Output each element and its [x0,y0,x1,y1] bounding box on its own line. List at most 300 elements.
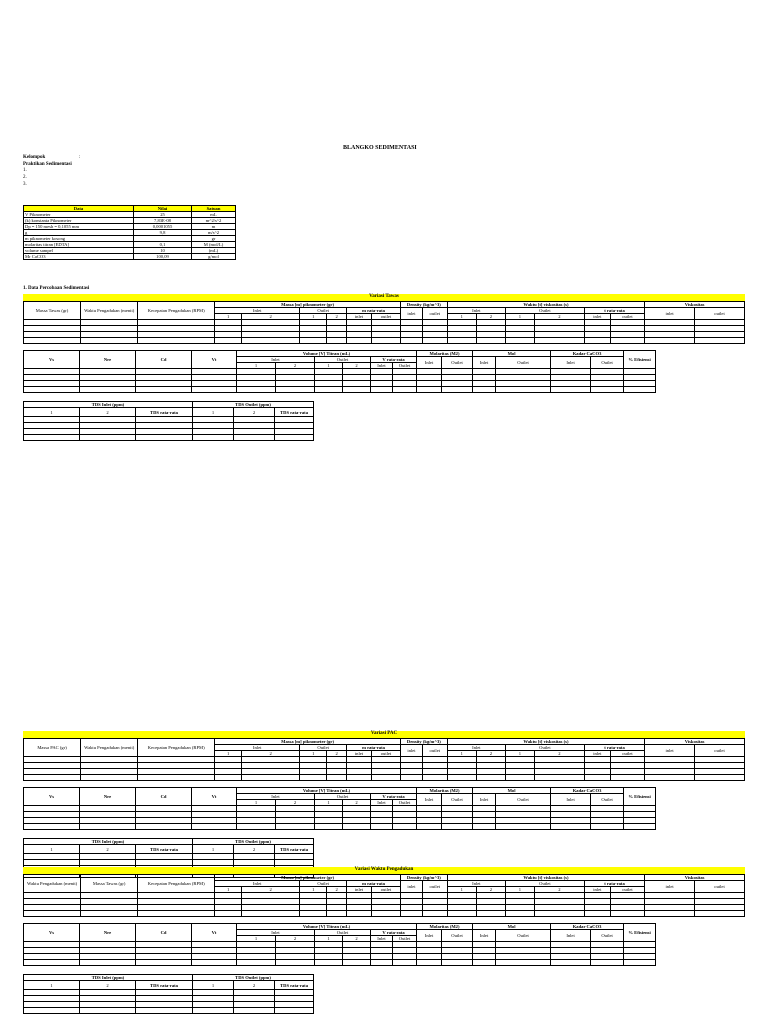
table-cell[interactable] [473,960,496,966]
col-header: inlet [645,308,695,320]
table-cell[interactable] [347,911,372,917]
table-cell[interactable] [695,911,745,917]
col-header: 2 [476,751,505,757]
praktikan-item: 3. [23,182,27,187]
page-title: BLANGKO SEDIMENTASI [343,145,417,151]
table-cell[interactable] [276,387,315,393]
table-cell: m/s^2 [192,230,236,236]
col-header: 1 [447,751,476,757]
table-cell[interactable] [24,1008,80,1014]
col-header: Mol [473,351,551,357]
table-cell[interactable] [551,824,591,830]
col-header: inlet [645,745,695,757]
table-cell[interactable] [24,435,80,441]
table-cell[interactable] [327,775,347,781]
table-cell: Dp = 150 mesh = 0,1055 mm [24,224,134,230]
table-cell[interactable] [24,775,81,781]
table-cell[interactable] [343,387,371,393]
table-cell[interactable] [624,960,656,966]
col-header: Outlet [505,308,584,314]
col-header: 2 [242,314,300,320]
col-header: Outlet [393,363,417,369]
table-cell[interactable] [276,824,315,830]
col-header: Mol [473,788,551,794]
header-cell: Nilai [134,206,192,212]
col-header: inlet [584,887,610,893]
table-cell[interactable] [393,960,417,966]
col-header: Inlet [447,308,505,314]
table-cell[interactable]: 25 [134,212,192,218]
col-header: Inlet [215,745,300,751]
table-cell[interactable] [24,911,81,917]
col-header: 1 [193,981,234,990]
col-header: Inlet [447,745,505,751]
col-header: Viskositas [645,875,745,881]
col-header: Waktu [t] viskositas (s) [447,739,644,745]
col-header: Massa [m] piknometer (gr) [215,302,401,308]
table-cell[interactable] [315,387,343,393]
table-cell[interactable] [343,960,371,966]
col-header: Density (kg/m^3) [401,302,448,308]
col-header: 2 [80,845,136,854]
table-cell[interactable] [80,435,136,441]
col-header: Inlet [551,930,591,942]
table-cell[interactable] [192,960,237,966]
table-cell[interactable] [24,960,80,966]
col-header: Outlet [496,357,551,369]
col-header: Viskositas [645,302,745,308]
table-cell[interactable] [343,824,371,830]
table-cell[interactable] [80,387,136,393]
col-header: Waktu Pengadukan (menit) [24,875,81,893]
table-cell[interactable] [136,824,192,830]
variasi-title: Variasi PAC [23,731,745,738]
table-cell[interactable] [505,338,534,344]
table-cell[interactable] [347,775,372,781]
col-header: Vs [24,351,80,369]
table-cell[interactable] [80,824,136,830]
col-header: 2 [327,887,347,893]
table-cell[interactable] [192,387,237,393]
table-cell[interactable] [193,1008,234,1014]
col-header: outlet [371,314,400,320]
col-header: outlet [422,745,447,757]
col-header: Inlet [551,357,591,369]
col-header: V rata-rata [371,794,417,800]
table-cell[interactable]: 9,8 [134,230,192,236]
table-cell[interactable] [422,338,447,344]
col-header: Vt [192,924,237,942]
col-header: % Efisiensi [624,788,656,806]
col-header: 2 [276,363,315,369]
col-header: outlet [695,745,745,757]
col-header: Outlet [300,308,347,314]
table-cell[interactable] [24,824,80,830]
col-header: 2 [242,887,300,893]
col-header: outlet [610,314,644,320]
col-header: 2 [80,408,136,417]
table-cell[interactable] [136,960,192,966]
data-table [23,205,236,260]
col-header: Outlet [442,794,473,806]
table-cell: m [192,224,236,230]
table-cell[interactable] [422,911,447,917]
col-header: Outlet [315,794,371,800]
col-header: Outlet [442,357,473,369]
col-header: inlet [401,308,423,320]
table-cell[interactable] [237,824,276,830]
table-cell[interactable] [610,911,644,917]
table-cell[interactable] [81,775,138,781]
table-cell[interactable] [534,911,584,917]
table-cell[interactable] [505,775,534,781]
col-header: Inlet [237,357,315,363]
table-cell: M (mol/L) [192,242,236,248]
table-cell[interactable] [371,338,400,344]
table-cell[interactable]: 0,1 [134,242,192,248]
variasi-main-table [23,738,745,781]
col-header: outlet [695,308,745,320]
table-cell[interactable] [584,775,610,781]
col-header: Molaritas (M2) [417,788,473,794]
col-header: % Efisiensi [624,924,656,942]
col-header: Massa [m] piknometer (gr) [215,739,401,745]
table-cell[interactable] [442,824,473,830]
table-cell[interactable] [422,775,447,781]
table-cell[interactable] [591,387,624,393]
table-cell[interactable] [371,824,393,830]
table-cell[interactable] [327,338,347,344]
col-header: Outlet [591,930,624,942]
table-cell[interactable] [476,338,505,344]
table-cell[interactable] [645,775,695,781]
table-cell[interactable] [80,960,136,966]
col-header: Molaritas (M2) [417,924,473,930]
table-cell: (k) konstanta Piknometer [24,218,134,224]
col-header: Outlet [300,745,347,751]
table-cell[interactable] [315,960,343,966]
col-header: Outlet [315,930,371,936]
col-header: TDS rata-rata [275,981,314,990]
table-cell[interactable] [138,775,215,781]
col-header: 1 [237,800,276,806]
col-header: 1 [215,314,242,320]
col-header: 1 [447,314,476,320]
table-cell[interactable] [534,338,584,344]
table-cell[interactable] [371,387,393,393]
col-header: Mol [473,924,551,930]
variasi-titrasi-table [23,787,656,830]
col-header: t rata-rata [584,308,644,314]
table-cell[interactable] [371,960,393,966]
table-cell[interactable] [496,387,551,393]
table-cell[interactable] [300,775,327,781]
table-cell[interactable] [476,775,505,781]
table-cell[interactable] [234,1008,275,1014]
table-cell[interactable] [624,387,656,393]
table-cell[interactable] [551,960,591,966]
table-cell[interactable] [192,824,237,830]
col-header: Outlet [496,930,551,942]
table-cell[interactable] [584,338,610,344]
table-cell[interactable] [417,824,442,830]
variasi-main-table [23,301,745,344]
table-cell[interactable] [300,911,327,917]
table-cell[interactable] [81,911,138,917]
table-cell[interactable] [347,338,372,344]
table-cell[interactable] [234,435,275,441]
table-cell[interactable] [371,911,400,917]
table-cell[interactable] [591,960,624,966]
variasi-tds-table [23,974,314,1014]
col-header: Density (kg/m^3) [401,875,448,881]
col-header: 1 [300,887,327,893]
col-header: inlet [645,881,695,893]
col-header: inlet [347,887,372,893]
table-cell[interactable] [80,1008,136,1014]
col-header: 1 [24,845,80,854]
col-header: TDS rata-rata [275,845,314,854]
table-cell[interactable] [276,960,315,966]
table-cell[interactable] [138,338,215,344]
col-header: 2 [534,751,584,757]
table-cell[interactable]: 100,09 [134,254,192,260]
table-cell[interactable] [591,824,624,830]
table-row [24,387,656,393]
table-cell[interactable] [24,338,81,344]
table-cell[interactable] [81,338,138,344]
col-header: 2 [234,408,275,417]
table-cell[interactable] [136,387,192,393]
col-header: Volume [V] Titran (mL) [237,924,417,930]
col-header: 1 [447,887,476,893]
kelompok-label: Kelompok [23,155,46,160]
table-row [24,775,745,781]
table-cell[interactable] [136,435,193,441]
col-header: inlet [347,751,372,757]
table-cell[interactable] [242,775,300,781]
table-row [24,254,236,260]
table-cell[interactable] [193,435,234,441]
table-cell[interactable] [442,960,473,966]
table-cell[interactable] [476,911,505,917]
col-header: 1 [193,408,234,417]
col-header: 2 [327,751,347,757]
table-cell[interactable] [447,911,476,917]
col-header: Outlet [393,936,417,942]
col-header: 1 [193,845,234,854]
col-header: Kecepatan Pengadukan (RPM) [138,875,215,893]
col-header: 2 [476,314,505,320]
table-cell[interactable] [473,824,496,830]
table-row [24,960,656,966]
table-cell[interactable] [275,435,314,441]
table-cell: m^2/s^2 [192,218,236,224]
table-cell[interactable]: 7,83E-08 [134,218,192,224]
col-header: Density (kg/m^3) [401,739,448,745]
table-cell[interactable] [473,387,496,393]
table-cell[interactable] [242,911,300,917]
table-cell[interactable]: 0,0001055 [134,224,192,230]
col-header: 2 [343,800,371,806]
col-header: Waktu Pengadukan (menit) [81,739,138,757]
col-header: Inlet [447,881,505,887]
table-cell[interactable] [442,387,473,393]
col-header: 1 [315,936,343,942]
col-header: Inlet [417,357,442,369]
col-header: Outlet [442,930,473,942]
table-cell[interactable] [136,1008,193,1014]
col-header: Massa Tawas (gr) [81,875,138,893]
table-cell[interactable] [24,387,80,393]
col-header: 1 [505,314,534,320]
table-cell[interactable] [401,911,423,917]
col-header: Inlet [417,794,442,806]
table-cell[interactable] [315,824,343,830]
table-cell[interactable] [496,824,551,830]
col-header: Outlet [505,745,584,751]
table-cell[interactable] [534,775,584,781]
col-header: outlet [610,751,644,757]
table-cell[interactable] [417,387,442,393]
col-header: Outlet [315,357,371,363]
col-header: Outlet [591,357,624,369]
col-header: Vt [192,788,237,806]
col-header: Vs [24,924,80,942]
table-cell[interactable] [275,1008,314,1014]
col-header: 1 [505,887,534,893]
table-row [24,911,745,917]
table-row [24,824,656,830]
header-cell: Satuan [192,206,236,212]
col-header: V rata-rata [371,357,417,363]
col-header: TDS Outlet (ppm) [193,402,314,408]
table-cell[interactable] [401,775,423,781]
col-header: 1 [300,751,327,757]
col-header: TDS rata-rata [136,845,193,854]
col-header: Vs [24,788,80,806]
col-header: m rata-rata [347,881,401,887]
col-header: Volume [V] Titran (mL) [237,351,417,357]
table-cell: g/mol [192,254,236,260]
table-cell[interactable] [401,338,423,344]
table-cell: g [24,230,134,236]
table-cell[interactable] [645,911,695,917]
table-cell[interactable] [624,824,656,830]
table-cell[interactable] [327,911,347,917]
col-header: Cd [136,351,192,369]
praktikan-item: 2. [23,175,27,180]
col-header: 1 [237,363,276,369]
table-cell[interactable] [447,775,476,781]
table-cell[interactable] [371,775,400,781]
col-header: % Efisiensi [624,351,656,369]
table-cell[interactable] [138,911,215,917]
table-cell[interactable] [300,338,327,344]
variasi-titrasi-table [23,350,656,393]
col-header: TDS Inlet (ppm) [24,402,193,408]
table-cell[interactable] [584,911,610,917]
col-header: Viskositas [645,739,745,745]
col-header: Cd [136,788,192,806]
table-cell[interactable] [215,911,242,917]
col-header: Cd [136,924,192,942]
col-header: 2 [343,936,371,942]
table-cell[interactable]: 10 [134,248,192,254]
col-header: Vt [192,351,237,369]
col-header: Outlet [505,881,584,887]
col-header: Inlet [215,308,300,314]
col-header: outlet [371,887,400,893]
praktikan-item: 1. [23,168,27,173]
col-header: Inlet [371,363,393,369]
table-cell[interactable] [237,387,276,393]
table-cell[interactable] [610,338,644,344]
table-cell[interactable] [496,960,551,966]
variasi-title: Variasi Waktu Pengadukan [23,867,745,874]
table-cell[interactable] [610,775,644,781]
table-cell[interactable] [695,775,745,781]
col-header: Kadar CaCO3 [551,788,624,794]
table-cell[interactable] [695,338,745,344]
col-header: 1 [300,314,327,320]
col-header: Massa [m] piknometer (gr) [215,875,401,881]
col-header: TDS rata-rata [136,408,193,417]
table-cell: V Piknometer [24,212,134,218]
col-header: outlet [695,881,745,893]
table-cell: gr [192,236,236,242]
col-header: Kecepatan Pengadukan (RPM) [138,739,215,757]
table-cell[interactable] [447,338,476,344]
table-cell[interactable] [215,338,242,344]
col-header: inlet [347,314,372,320]
table-cell[interactable] [551,387,591,393]
table-cell[interactable] [393,387,417,393]
table-cell[interactable] [505,911,534,917]
col-header: V rata-rata [371,930,417,936]
table-cell[interactable] [645,338,695,344]
variasi-main-table [23,874,745,917]
table-cell[interactable] [237,960,276,966]
col-header: Inlet [473,794,496,806]
col-header: 1 [215,887,242,893]
col-header: 2 [234,981,275,990]
col-header: Inlet [215,881,300,887]
col-header: t rata-rata [584,745,644,751]
col-header: outlet [422,308,447,320]
col-header: outlet [610,887,644,893]
col-header: 2 [276,800,315,806]
col-header: 1 [315,363,343,369]
table-cell: (mL) [192,248,236,254]
table-cell: mL [192,212,236,218]
col-header: Massa PAC (gr) [24,739,81,757]
table-cell[interactable] [393,824,417,830]
col-header: 1 [24,981,80,990]
table-cell[interactable] [215,775,242,781]
table-cell[interactable] [417,960,442,966]
header-cell: Data [24,206,134,212]
col-header: 2 [276,936,315,942]
col-header: inlet [584,314,610,320]
variasi-title: Variasi Tawas [23,294,745,301]
col-header: Inlet [237,794,315,800]
col-header: 1 [24,408,80,417]
col-header: 2 [80,981,136,990]
col-header: 2 [476,887,505,893]
table-cell[interactable] [242,338,300,344]
col-header: Waktu [t] viskositas (s) [447,875,644,881]
